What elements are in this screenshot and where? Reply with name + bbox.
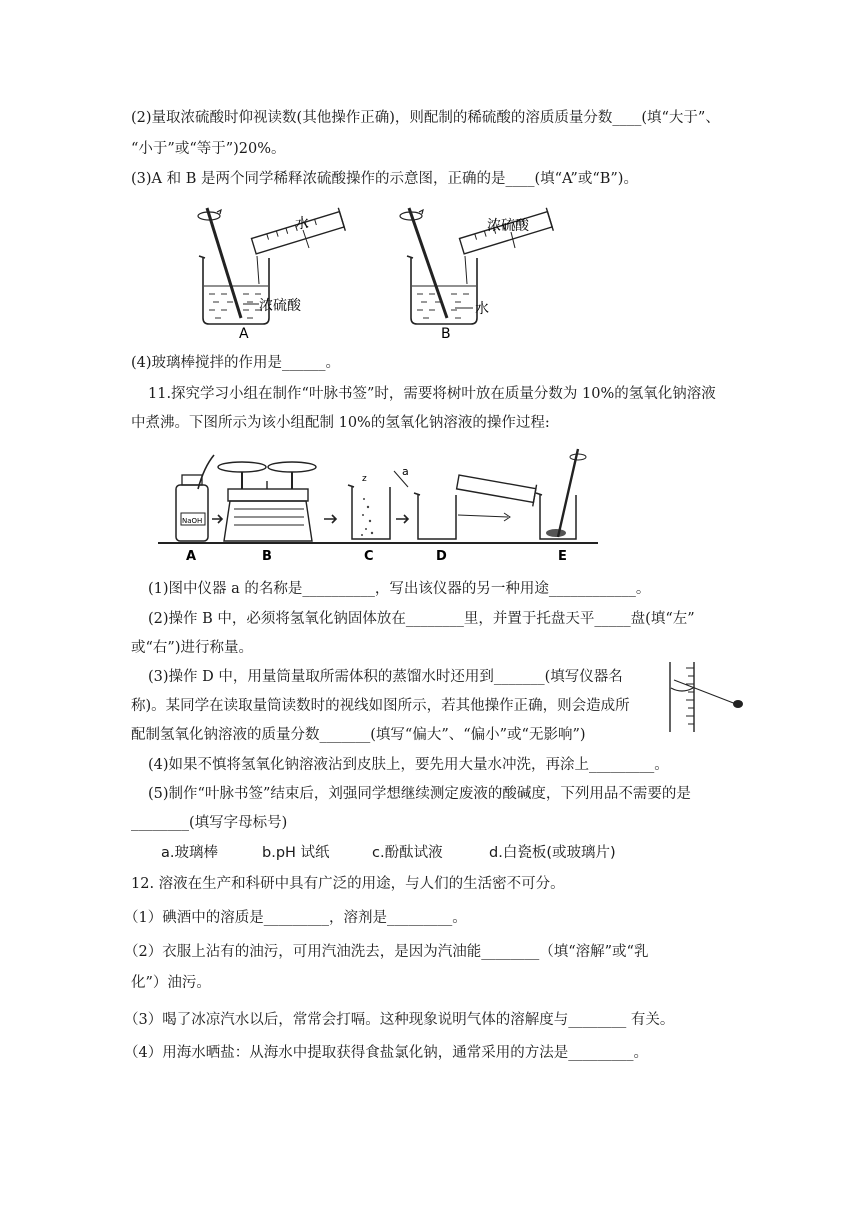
q12-sub2-line1: （2）衣服上沾有的油污，可用汽油洗去，是因为汽油能________（填“溶解”或“乳 <box>124 944 649 960</box>
q10-part2-line2: “小于”或“等于”)20%。 <box>131 141 286 157</box>
q10-part4: (4)玻璃棒搅拌的作用是______。 <box>131 355 341 371</box>
figure-b-side-label: 水 <box>475 301 489 317</box>
q11-option-b: b.pH 试纸 <box>262 845 330 861</box>
q11-intro-line2: 中煮沸。下图所示为该小组配制 10%的氢氧化钠溶液的操作过程: <box>131 415 550 431</box>
naoh-bottle-label: NaOH <box>182 517 203 525</box>
step-d-label: D <box>436 549 447 564</box>
step-c-label: C <box>364 549 374 564</box>
figure-b-top-label: 浓硫酸 <box>487 218 529 234</box>
q11-sub4: (4)如果不慎将氢氧化钠溶液沾到皮肤上，要先用大量水冲洗，再涂上_________。 <box>148 757 669 773</box>
q11-sub5-line1: (5)制作“叶脉书签”结束后，刘强同学想继续测定废液的酸碱度，下列用品不需要的是 <box>148 786 691 802</box>
q10-part3: (3)A 和 B 是两个同学稀释浓硫酸操作的示意图，正确的是____(填“A”或“B”)。 <box>131 171 638 187</box>
q11-sub1: (1)图中仪器 a 的名称是__________，写出该仪器的另一种用途____________。 <box>148 581 651 597</box>
q10-part2-line1: (2)量取浓硫酸时仰视读数(其他操作正确)，则配制的稀硫酸的溶质质量分数____(填“大于”、 <box>131 110 720 126</box>
q12-sub1: （1）碘酒中的溶质是_________，溶剂是_________。 <box>124 910 467 926</box>
figure-a-dilution <box>185 200 360 340</box>
instrument-a-label: a <box>402 465 409 478</box>
q12-intro: 12. 溶液在生产和科研中具有广泛的用途，与人们的生活密不可分。 <box>131 876 565 892</box>
q12-sub2-line2: 化”）油污。 <box>131 975 211 991</box>
figure-cylinder-reading <box>664 658 748 736</box>
q11-sub3-line1: (3)操作 D 中，用量筒量取所需体积的蒸馏水时还用到_______(填写仪器名 <box>148 669 623 685</box>
figure-naoh-steps <box>158 445 598 569</box>
q11-sub3-line2: 称)。某同学在读取量筒读数时的视线如图所示，若其他操作正确，则会造成所 <box>131 698 630 714</box>
q11-sub2-line1: (2)操作 B 中，必须将氢氧化钠固体放在________里，并置于托盘天平_____盘(填“左” <box>148 611 695 627</box>
step-e-label: E <box>558 549 567 564</box>
q11-sub5-line2: ________(填写字母标号) <box>131 815 288 831</box>
q11-intro-line1: 11.探究学习小组在制作“叶脉书签”时，需要将树叶放在质量分数为 10%的氢氧化钠溶液 <box>148 386 716 402</box>
q11-option-a: a.玻璃棒 <box>161 845 218 861</box>
step-a-label: A <box>186 549 197 564</box>
figure-a-caption: A <box>239 326 249 340</box>
figure-b-dilution <box>395 200 570 340</box>
q11-option-d: d.白瓷板(或玻璃片) <box>489 845 616 861</box>
q12-sub3: （3）喝了冰凉汽水以后，常常会打嗝。这种现象说明气体的溶解度与________ 有关。 <box>124 1012 675 1028</box>
figure-b-caption: B <box>441 326 451 340</box>
figure-a-side-label: 浓硫酸 <box>259 298 301 314</box>
svg-text:z: z <box>362 474 367 484</box>
q12-sub4: （4）用海水晒盐：从海水中提取获得食盐氯化钠，通常采用的方法是_________。 <box>124 1045 648 1061</box>
q11-sub3-line3: 配制氢氧化钠溶液的质量分数_______(填写“偏大”、“偏小”或“无影响”) <box>131 727 586 743</box>
step-b-label: B <box>262 549 272 564</box>
q11-sub2-line2: 或“右”)进行称量。 <box>131 640 253 656</box>
figure-a-top-label: 水 <box>295 216 309 232</box>
q11-option-c: c.酚酞试液 <box>372 845 443 861</box>
